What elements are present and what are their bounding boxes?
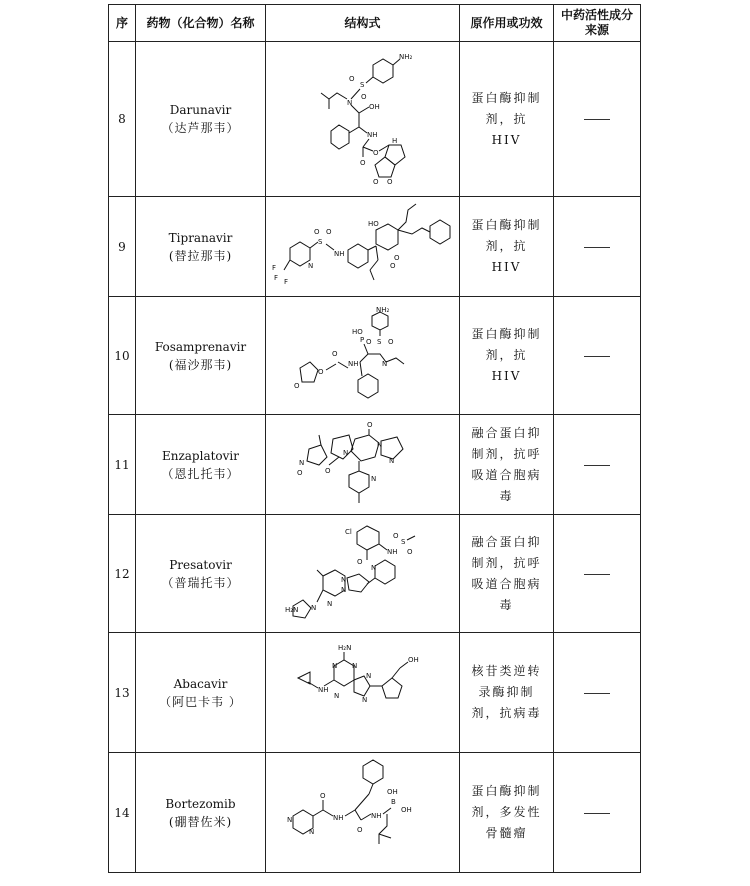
svg-text:F: F [273, 273, 278, 282]
row-num: 10 [109, 297, 136, 415]
header-name: 药物（化合物）名称 [136, 5, 266, 42]
svg-text:N: N [381, 359, 387, 368]
drug-name-en: Bortezomib [165, 796, 236, 811]
svg-text:S: S [400, 537, 405, 546]
drug-name-cell [136, 515, 266, 633]
structure-cell [266, 197, 460, 297]
source-cell [554, 42, 641, 197]
source-cell [554, 633, 641, 753]
source-dash [584, 356, 610, 357]
svg-text:OH: OH [400, 805, 412, 814]
effect-cell: 蛋白酶抑制剂，抗 HIV [460, 297, 554, 415]
svg-text:HO: HO [367, 219, 379, 228]
header-row [109, 5, 641, 42]
source-cell [554, 515, 641, 633]
row-num: 11 [109, 415, 136, 515]
svg-text:NH₂: NH₂ [398, 52, 412, 61]
drug-name-cn: (硼替佐米) [168, 814, 233, 829]
svg-text:O: O [348, 74, 355, 83]
svg-text:O: O [313, 227, 320, 236]
svg-text:NH: NH [366, 130, 377, 139]
svg-text:N: N [376, 440, 382, 449]
drug-name-cell [136, 753, 266, 873]
drug-name-cell [136, 297, 266, 415]
svg-text:N: N [308, 827, 314, 836]
svg-text:O: O [372, 177, 379, 186]
svg-text:F: F [283, 277, 288, 286]
svg-text:F: F [271, 263, 276, 272]
svg-text:NH: NH [317, 685, 328, 694]
drug-name-cell [136, 197, 266, 297]
structure-cell [266, 515, 460, 633]
drug-name-cn: （达芦那韦） [161, 121, 240, 135]
svg-text:O: O [372, 148, 379, 157]
svg-text:N: N [365, 671, 371, 680]
enzaplatovir-structure [293, 419, 433, 511]
effect-cell: 蛋白酶抑制剂，多发性骨髓瘤 [460, 753, 554, 873]
header-effect: 原作用或功效 [460, 5, 554, 42]
svg-text:N: N [340, 585, 346, 594]
drug-name-en: Presatovir [169, 557, 232, 572]
svg-text:OH: OH [368, 102, 380, 111]
bortezomib-structure [283, 758, 443, 868]
svg-text:O: O [296, 468, 303, 477]
drug-name-en: Fosamprenavir [154, 339, 247, 354]
source-dash [584, 693, 610, 694]
svg-text:N: N [388, 456, 394, 465]
svg-text:NH: NH [333, 249, 344, 258]
svg-text:N: N [333, 691, 339, 700]
svg-text:NH: NH [332, 813, 343, 822]
svg-text:P: P [359, 335, 364, 344]
effect-cell: 蛋白酶抑制剂，抗 HIV [460, 197, 554, 297]
svg-text:Cl: Cl [344, 527, 352, 536]
row-num: 12 [109, 515, 136, 633]
svg-text:N: N [298, 458, 304, 467]
svg-text:O: O [392, 531, 399, 540]
drug-name-cn: （普瑞托韦） [161, 575, 240, 590]
svg-text:N: N [326, 599, 332, 608]
svg-text:H₂N: H₂N [284, 605, 298, 614]
row-num: 13 [109, 633, 136, 753]
drug-name-en: Enzaplatovir [161, 448, 240, 463]
source-dash [584, 119, 610, 120]
table-row [109, 753, 641, 873]
source-cell [554, 297, 641, 415]
svg-text:N: N [310, 603, 316, 612]
svg-text:S: S [317, 237, 322, 246]
effect-cell: 融合蛋白抑制剂，抗呼吸道合胞病毒 [460, 415, 554, 515]
svg-text:N: N [351, 661, 357, 670]
drug-name-en: Darunavir [169, 103, 232, 117]
svg-text:S: S [376, 337, 381, 346]
drug-name-cell [136, 633, 266, 753]
svg-text:O: O [293, 381, 300, 390]
structure-cell [266, 633, 460, 753]
svg-text:OH: OH [407, 655, 419, 664]
table-row [109, 415, 641, 515]
abacavir-structure [288, 638, 438, 748]
drug-name-cn: (福沙那韦) [168, 357, 233, 372]
svg-text:N: N [307, 261, 313, 270]
row-num: 14 [109, 753, 136, 873]
table-row [109, 297, 641, 415]
structure-cell [266, 415, 460, 515]
svg-text:OH: OH [386, 787, 398, 796]
header-num: 序 [109, 5, 136, 42]
effect-cell: 蛋白酶抑制剂，抗 HIV [460, 42, 554, 197]
svg-text:O: O [324, 466, 331, 475]
svg-text:O: O [356, 557, 363, 566]
svg-text:O: O [359, 158, 366, 167]
fosamprenavir-structure [288, 302, 438, 410]
svg-text:O: O [393, 253, 400, 262]
drug-name-en: Abacavir [173, 676, 228, 691]
svg-text:O: O [386, 177, 393, 186]
drug-name-cn: （恩扎托韦） [161, 466, 240, 481]
drug-table [108, 4, 641, 873]
tipranavir-structure [270, 202, 456, 292]
source-dash [584, 574, 610, 575]
header-structure: 结构式 [266, 5, 460, 42]
table-row [109, 197, 641, 297]
svg-text:N: N [340, 575, 346, 584]
svg-text:N: N [361, 695, 367, 704]
row-num: 9 [109, 197, 136, 297]
svg-text:O: O [387, 337, 394, 346]
drug-name-cn: （阿巴卡韦 ） [159, 694, 242, 709]
source-dash [584, 465, 610, 466]
drug-name-en: Tipranavir [168, 230, 233, 245]
drug-name-cell [136, 415, 266, 515]
svg-text:O: O [365, 337, 372, 346]
row-num: 8 [109, 42, 136, 197]
structure-cell [266, 297, 460, 415]
table-row [109, 42, 641, 197]
effect-cell: 核苷类逆转录酶抑制剂，抗病毒 [460, 633, 554, 753]
svg-text:H: H [391, 136, 397, 145]
source-cell [554, 415, 641, 515]
svg-text:HO: HO [351, 327, 363, 336]
svg-text:NH: NH [370, 811, 381, 820]
svg-text:O: O [406, 547, 413, 556]
presatovir-structure [283, 520, 443, 628]
structure-cell [266, 753, 460, 873]
svg-text:N: N [370, 563, 376, 572]
svg-text:NH: NH [386, 547, 397, 556]
svg-text:N: N [286, 815, 292, 824]
svg-text:O: O [319, 791, 326, 800]
svg-text:N: N [370, 474, 376, 483]
svg-text:N: N [346, 98, 352, 107]
darunavir-structure [303, 47, 423, 192]
svg-text:O: O [356, 825, 363, 834]
svg-text:O: O [331, 349, 338, 358]
svg-text:O: O [366, 420, 373, 429]
table-row [109, 515, 641, 633]
svg-text:B: B [390, 797, 396, 806]
svg-text:H₂N: H₂N [337, 643, 351, 652]
svg-text:NH₂: NH₂ [375, 305, 389, 314]
svg-text:O: O [389, 261, 396, 270]
svg-text:O: O [325, 227, 332, 236]
svg-text:N: N [342, 448, 348, 457]
source-cell [554, 753, 641, 873]
source-cell [554, 197, 641, 297]
svg-text:N: N [331, 661, 337, 670]
header-source: 中药活性成分来源 [554, 5, 641, 42]
drug-name-cn: (替拉那韦) [168, 248, 233, 263]
structure-cell [266, 42, 460, 197]
table-row [109, 633, 641, 753]
source-dash [584, 247, 610, 248]
svg-text:O: O [317, 367, 324, 376]
svg-text:NH: NH [347, 359, 358, 368]
effect-cell: 融合蛋白抑制剂，抗呼吸道合胞病毒 [460, 515, 554, 633]
drug-name-cell [136, 42, 266, 197]
svg-text:S: S [359, 80, 364, 89]
source-dash [584, 813, 610, 814]
svg-text:O: O [360, 92, 367, 101]
